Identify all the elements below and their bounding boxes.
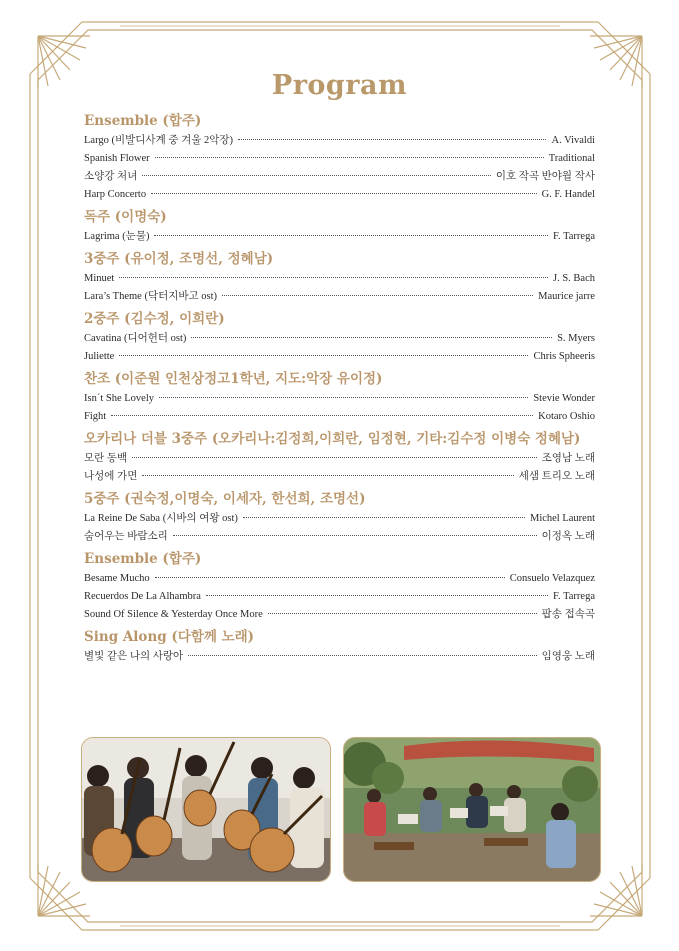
piece-title: Largo (비발디사계 중 겨울 2악장) (84, 135, 234, 146)
piece-credit: A. Vivaldi (551, 135, 595, 146)
section-heading: Ensemble (합주) (84, 113, 202, 129)
program-item (84, 330, 595, 348)
program-item (84, 468, 595, 486)
program-section (84, 428, 595, 486)
program-section (84, 308, 595, 366)
section-heading: 2중주 (김수정, 이희란) (84, 311, 225, 327)
dot-leader (155, 156, 544, 158)
piece-credit: 임영웅 노래 (541, 651, 595, 662)
piece-title: Sound Of Silence & Yesterday Once More (84, 609, 263, 620)
dot-leader (119, 354, 528, 356)
dot-leader (268, 612, 537, 614)
section-heading: Sing Along (다함께 노래) (84, 629, 255, 645)
piece-credit: S. Myers (557, 333, 595, 344)
dot-leader (132, 456, 536, 458)
program-item (84, 288, 595, 306)
program-item (84, 408, 595, 426)
piece-title: Isn´t She Lovely (84, 393, 154, 404)
program-item (84, 570, 595, 588)
program-item (84, 168, 595, 186)
dot-leader (155, 576, 505, 578)
piece-credit: 세샘 트리오 노래 (518, 471, 595, 482)
piece-title: Spanish Flower (84, 153, 150, 164)
piece-title: Lara’s Theme (닥터지바고 ost) (84, 291, 218, 302)
section-heading: 찬조 (이준원 인천상정고1학년, 지도:악장 유이정) (84, 371, 383, 387)
dot-leader (206, 594, 548, 596)
section-heading: Ensemble (합주) (84, 551, 202, 567)
dot-leader (154, 234, 548, 236)
program-section (84, 488, 595, 546)
dot-leader (191, 336, 552, 338)
dot-leader (188, 654, 536, 656)
program-item (84, 270, 595, 288)
program-section (84, 548, 595, 624)
program-section (84, 368, 595, 426)
dot-leader (159, 396, 528, 398)
piece-title: Besame Mucho (84, 573, 150, 584)
piece-credit: Michel Laurent (529, 513, 595, 524)
section-heading: 독주 (이명숙) (84, 209, 167, 225)
piece-title: 모란 동백 (84, 453, 128, 464)
dot-leader (173, 534, 537, 536)
dot-leader (238, 138, 546, 140)
piece-title: Fight (84, 411, 107, 422)
piece-title: 나성에 가면 (84, 471, 138, 482)
dot-leader (142, 174, 490, 176)
section-heading: 오카리나 더블 3중주 (오카리나:김정희,이희란, 임정현, 기타:김수정 이병숙 정혜남) (84, 431, 581, 447)
program-item (84, 510, 595, 528)
piece-title: 소양강 처녀 (84, 171, 138, 182)
program-item (84, 450, 595, 468)
program-section (84, 110, 595, 204)
piece-title: Recuerdos De La Alhambra (84, 591, 201, 602)
program-section (84, 206, 595, 246)
program-section (84, 626, 595, 666)
dot-leader (222, 294, 533, 296)
piece-credit: Maurice jarre (538, 291, 595, 302)
piece-credit: 이정옥 노래 (541, 531, 595, 542)
program-item (84, 606, 595, 624)
piece-credit: F. Tarrega (553, 591, 595, 602)
piece-credit: 팝송 접속곡 (541, 609, 595, 620)
piece-credit: J. S. Bach (553, 273, 595, 284)
photo-outdoor-practice (343, 737, 601, 882)
program-item (84, 648, 595, 666)
piece-title: Juliette (84, 351, 115, 362)
program-item (84, 132, 595, 150)
program-item (84, 150, 595, 168)
piece-title: Lagrima (눈물) (84, 231, 150, 242)
piece-title: La Reine De Saba (시바의 여왕 ost) (84, 513, 238, 524)
program-item (84, 588, 595, 606)
piece-credit: 이호 작곡 반야월 작사 (495, 171, 595, 182)
photo-guitar-group (81, 737, 331, 882)
program-item (84, 186, 595, 204)
dot-leader (111, 414, 533, 416)
dot-leader (119, 276, 548, 278)
program-list (84, 108, 595, 666)
piece-title: Harp Concerto (84, 189, 147, 200)
piece-credit: Traditional (548, 153, 595, 164)
photo-strip (81, 737, 601, 880)
program-item (84, 528, 595, 546)
piece-credit: Kotaro Oshio (538, 411, 595, 422)
program-section (84, 248, 595, 306)
piece-title: Cavatina (디어헌터 ost) (84, 333, 187, 344)
piece-title: 별빛 같은 나의 사랑아 (84, 651, 184, 662)
piece-title: 숨어우는 바람소리 (84, 531, 168, 542)
page-title: Program (271, 70, 408, 101)
piece-credit: F. Tarrega (553, 231, 595, 242)
piece-credit: Chris Spheeris (533, 351, 595, 362)
piece-credit: Stevie Wonder (533, 393, 595, 404)
piece-credit: Consuelo Velazquez (509, 573, 595, 584)
dot-leader (142, 474, 513, 476)
program-item (84, 348, 595, 366)
piece-credit: G. F. Handel (541, 189, 595, 200)
program-item (84, 228, 595, 246)
program-item (84, 390, 595, 408)
piece-credit: 조영남 노래 (541, 453, 595, 464)
section-heading: 5중주 (권숙정,이명숙, 이세자, 한선희, 조명선) (84, 491, 366, 507)
piece-title: Minuet (84, 273, 115, 284)
section-heading: 3중주 (유이정, 조명선, 정혜남) (84, 251, 274, 267)
dot-leader (151, 192, 536, 194)
dot-leader (243, 516, 525, 518)
